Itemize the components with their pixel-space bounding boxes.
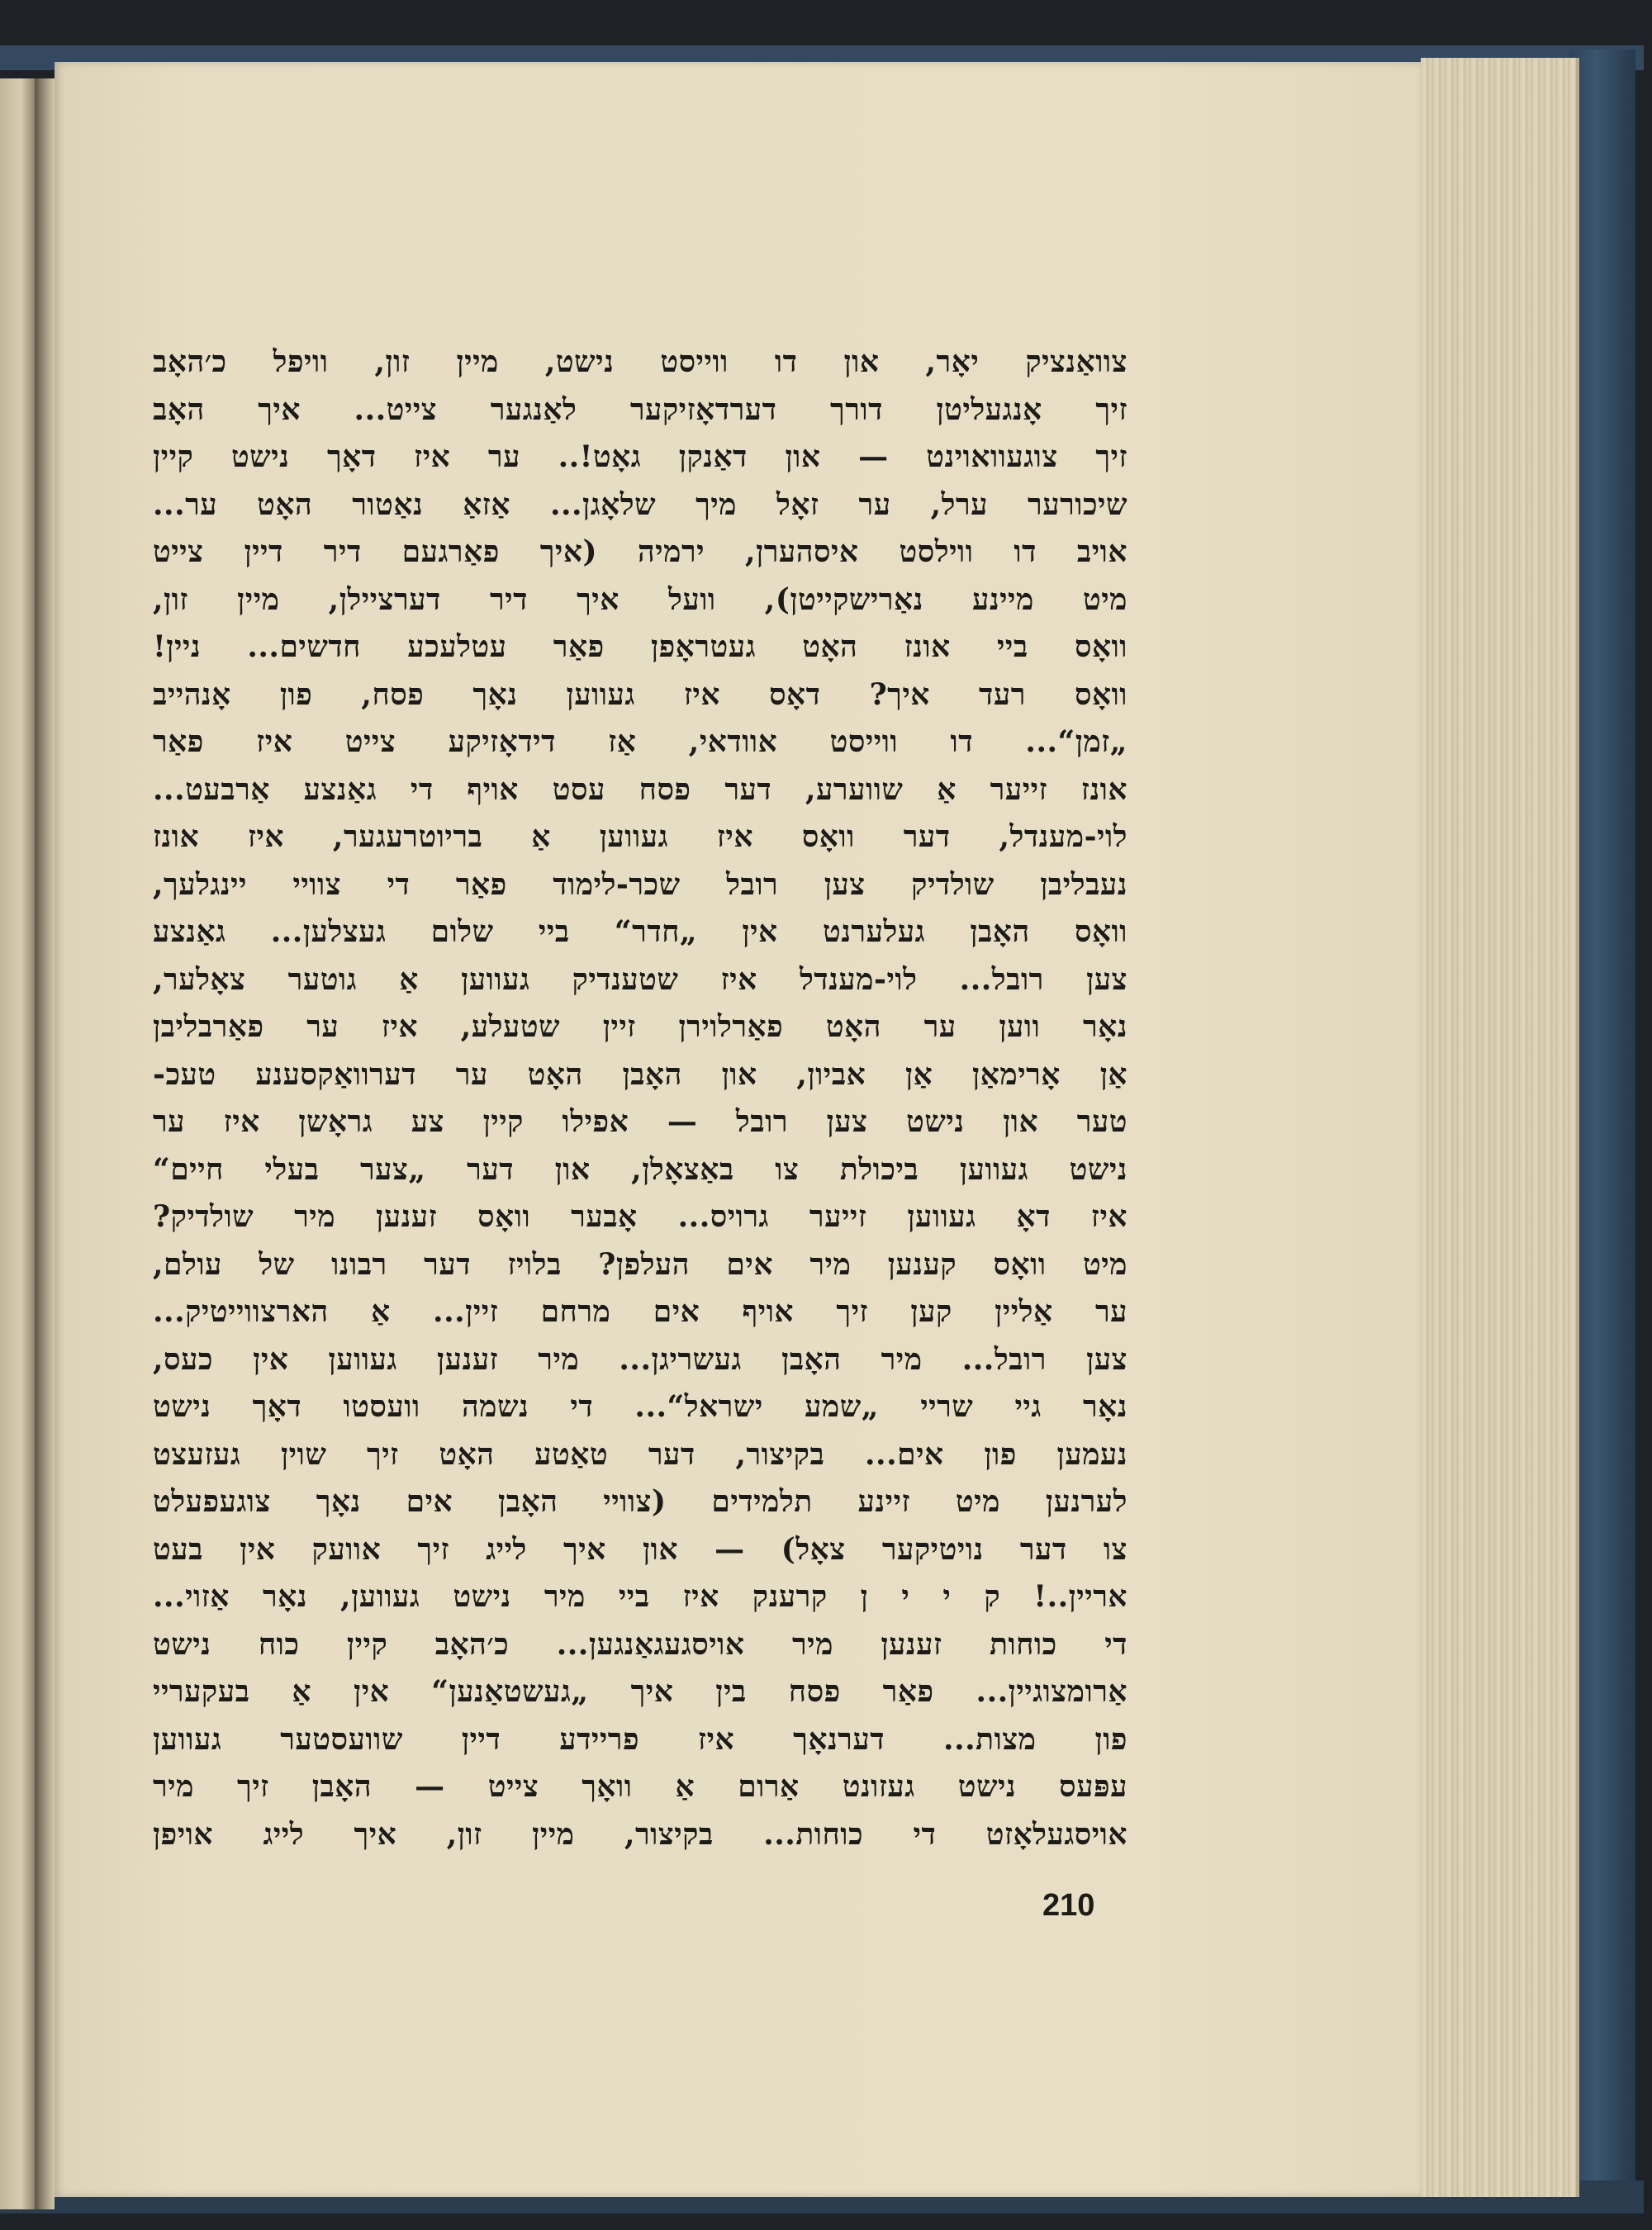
text-line: אויב דו ווילסט איסהערן, ירמיה (איך פאַרגעם דיר דיין צייט xyxy=(153,534,1127,569)
text-line: וואָס האָבן געלערנט אין „חדר“ ביי שלום געצלען... גאַנצע xyxy=(153,914,1127,949)
text-line: נישט געווען ביכולת צו באַצאָלן, און דער „צער בעלי חיים“ xyxy=(153,1151,1127,1187)
text-line: נעבליבן שולדיק צען רובל שכר-לימוד פאַר די צוויי יינגלעך, xyxy=(153,866,1127,902)
text-line: אַרומצוגיין... פאַר פסח בין איך „געשטאַנען“ אין אַ בעקעריי xyxy=(153,1674,1127,1709)
text-line: וואָס ביי אונז האָט געטראָפן פאַר עטלעכע חדשים... ניין! xyxy=(153,629,1127,664)
text-line: נאָר גיי שריי „שמע ישראל“... די נשמה וועסטו דאָך נישט xyxy=(153,1389,1127,1424)
text-line: אויסגעלאָזט די כוחות... בקיצור, מיין זון, איך לייג אויפן xyxy=(153,1816,1127,1852)
text-line: אונז זייער אַ שווערע, דער פסח עסט אויף די גאַנצע אַרבעט... xyxy=(153,771,1127,807)
text-line: לוי-מענדל, דער וואָס איז געווען אַ בריוטרעגער, איז אונז xyxy=(153,819,1127,854)
left-page-edge xyxy=(0,78,35,2209)
text-line: פון מצות... דערנאָך איז פריידע דיין שוועסטער געווען xyxy=(153,1721,1127,1757)
text-line: אַן אָרימאַן אַן אביון, און האָבן האָט ער דערוואַקסענע טעכ- xyxy=(153,1056,1127,1092)
text-line: נאָר ווען ער האָט פאַרלוירן זיין שטעלע, איז ער פאַרבליבן xyxy=(153,1009,1127,1044)
text-line: צוואַנציק יאָר, און דו ווייסט נישט, מיין זון, וויפל כ׳האָב xyxy=(153,344,1127,379)
page-edges xyxy=(1421,58,1579,2197)
book-cover-right xyxy=(1569,50,1635,2197)
page-number: 210 xyxy=(1042,1888,1095,1923)
book-gutter xyxy=(35,78,55,2209)
text-line: וואָס רעד איך? דאָס איז געווען נאָך פסח, פון אָנהייב xyxy=(153,676,1127,712)
text-line: צען רובל... לוי-מענדל איז שטענדיק געווען אַ גוטער צאָלער, xyxy=(153,961,1127,997)
text-line: נעמען פון אים... בקיצור, דער טאַטע האָט זיך שוין געזעצט xyxy=(153,1436,1127,1472)
text-line: עפּעס נישט געזונט אַרום אַ וואָך צייט — האָבן זיך מיר xyxy=(153,1769,1127,1804)
text-line: „זמן“... דו ווייסט אוודאי, אַז דידאָזיקע צייט איז פאַר xyxy=(153,724,1127,759)
page-text xyxy=(153,339,1127,1883)
text-line: צען רובל... מיר האָבן געשריגן... מיר זענען געווען אין כעס, xyxy=(153,1341,1127,1377)
text-line: די כוחות זענען מיר אויסגעגאַנגען... כ׳האָב קיין כוח נישט xyxy=(153,1626,1127,1662)
text-line: זיך צוגעוואוינט — און דאַנקן גאָט!.. ער איז דאָך נישט קיין xyxy=(153,439,1127,474)
text-line: צו דער נויטיקער צאָל) — און איך לייג זיך אוועק אין בעט xyxy=(153,1531,1127,1567)
text-line: מיט מיינע נאַרישקייטן), וועל איך דיר דערציילן, מיין זון, xyxy=(153,581,1127,617)
text-line: ער אַליין קען זיך אויף אים מרחם זיין... אַ הארצווייטיק... xyxy=(153,1294,1127,1329)
text-line: זיך אָנגעליטן דורך דערדאָזיקער לאַנגער צייט... איך האָב xyxy=(153,391,1127,427)
text-line: אריין..! ק י י ן קרענק איז ביי מיר נישט געווען, נאָר אַזוי... xyxy=(153,1579,1127,1614)
text-line: מיט וואָס קענען מיר אים העלפן? בלויז דער רבונו של עולם, xyxy=(153,1246,1127,1282)
text-line: טער און נישט צען רובל — אפילו קיין צע גראָשן איז ער xyxy=(153,1104,1127,1139)
text-line: איז דאָ געווען זייער גרויס... אָבער וואָס זענען מיר שולדיק? xyxy=(153,1199,1127,1234)
text-line: שיכורער ערל, ער זאָל מיך שלאָגן... אַזאַ נאַטור האָט ער... xyxy=(153,486,1127,522)
text-line: לערנען מיט זיינע תלמידים (צוויי האָבן אים נאָך צוגעפעלט xyxy=(153,1484,1127,1519)
